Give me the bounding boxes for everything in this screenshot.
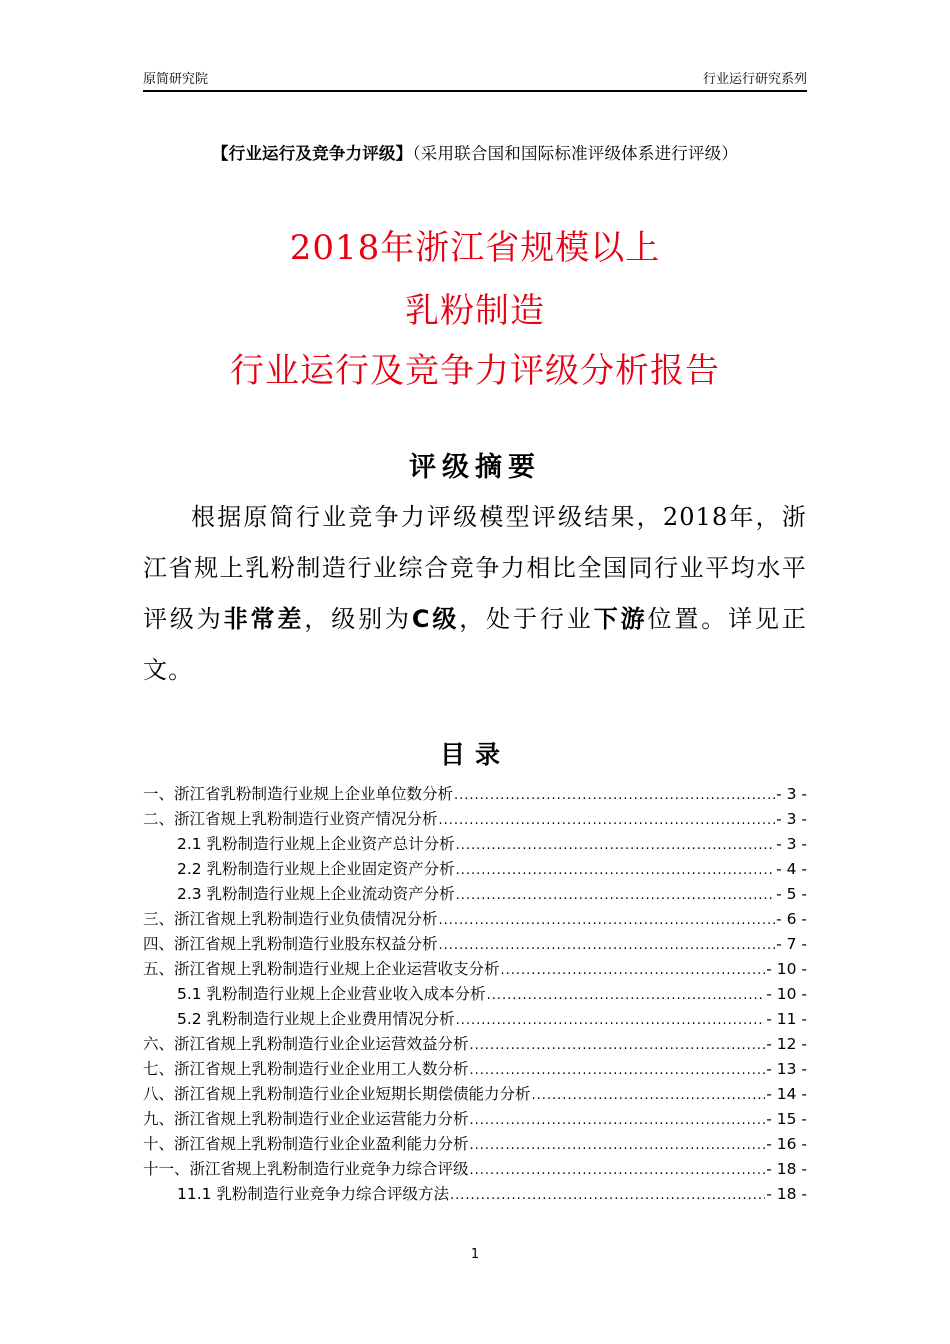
toc-leader-dots [454, 783, 775, 808]
toc-item-page: - 18 - [766, 1160, 807, 1178]
toc-item-label: 2.2 乳粉制造行业规上企业固定资产分析 [177, 860, 455, 878]
toc-subitem[interactable] [143, 1007, 807, 1032]
toc-item-label: 5.2 乳粉制造行业规上企业费用情况分析 [177, 1010, 455, 1028]
toc-item-label: 5.1 乳粉制造行业规上企业营业收入成本分析 [177, 985, 486, 1003]
toc-item-label: 三、浙江省规上乳粉制造行业负债情况分析 [143, 910, 438, 928]
rating-level: 非常差 [223, 605, 305, 633]
toc-item[interactable] [143, 807, 807, 832]
toc-leader-dots [456, 1008, 766, 1033]
toc-item-page: - 3 - [776, 785, 807, 803]
toc-leader-dots [439, 908, 776, 933]
page-number: 1 [470, 1247, 480, 1262]
abstract-text: 根据原简行业竞争力评级模型评级结果，2018年，浙江省规上乳粉制造行业综合竞争力相比全国同行业平均水平评级为 [143, 503, 807, 633]
header-organization: 原简研究院 [143, 72, 209, 87]
toc-heading: 目录 [439, 740, 510, 769]
toc-item-label: 四、浙江省规上乳粉制造行业股东权益分析 [143, 935, 438, 953]
toc-item-label: 一、浙江省乳粉制造行业规上企业单位数分析 [143, 785, 454, 803]
toc-item[interactable] [143, 1032, 807, 1057]
header-series: 行业运行研究系列 [702, 72, 807, 87]
toc-leader-dots [470, 1158, 766, 1183]
abstract-text: ，处于行业 [459, 605, 594, 633]
toc-leader-dots [470, 1058, 766, 1083]
toc-leader-dots [470, 1033, 766, 1058]
toc-item-page: - 3 - [776, 810, 807, 828]
toc-item[interactable] [143, 932, 807, 957]
toc-leader-dots [532, 1083, 766, 1108]
report-title-line-3: 行业运行及竞争力评级分析报告 [230, 351, 720, 391]
toc-item-label: 2.3 乳粉制造行业规上企业流动资产分析 [177, 885, 455, 903]
rating-grade: C级 [411, 605, 460, 633]
toc-leader-dots [470, 1133, 766, 1158]
toc-subitem[interactable] [143, 1182, 807, 1207]
toc-leader-dots [450, 1183, 765, 1208]
toc-item-page: - 4 - [776, 860, 807, 878]
abstract-paragraph [143, 492, 807, 696]
toc-item-page: - 6 - [776, 910, 807, 928]
toc-item[interactable] [143, 1132, 807, 1157]
toc-leader-dots [456, 833, 776, 858]
toc-item[interactable] [143, 1057, 807, 1082]
report-title-line-1: 2018年浙江省规模以上 [289, 228, 661, 268]
toc-item[interactable] [143, 1107, 807, 1132]
toc-leader-dots [456, 883, 776, 908]
toc-leader-dots [439, 933, 776, 958]
series-line [143, 140, 807, 164]
series-paren-note: （采用联合国和国际标准评级体系进行评级） [412, 144, 739, 163]
industry-position: 下游 [593, 605, 648, 633]
toc-leader-dots [456, 858, 776, 883]
toc-subitem[interactable] [143, 857, 807, 882]
report-title-line-2: 乳粉制造 [405, 291, 545, 331]
toc-subitem[interactable] [143, 982, 807, 1007]
toc-item-label: 六、浙江省规上乳粉制造行业企业运营效益分析 [143, 1035, 469, 1053]
toc-item-page: - 16 - [766, 1135, 807, 1153]
abstract-text: 位置。详见正文。 [143, 605, 807, 684]
toc-item-page: - 12 - [766, 1035, 807, 1053]
toc-subitem[interactable] [143, 882, 807, 907]
toc-subitem[interactable] [143, 832, 807, 857]
toc-item[interactable] [143, 782, 807, 807]
toc-leader-dots [487, 983, 766, 1008]
abstract-heading: 评级摘要 [409, 452, 541, 483]
toc-item[interactable] [143, 1082, 807, 1107]
toc-item-label: 八、浙江省规上乳粉制造行业企业短期长期偿债能力分析 [143, 1085, 531, 1103]
toc-leader-dots [470, 1108, 766, 1133]
toc-item[interactable] [143, 907, 807, 932]
toc-item-label: 2.1 乳粉制造行业规上企业资产总计分析 [177, 835, 455, 853]
toc-item-page: - 10 - [766, 985, 807, 1003]
toc-item-label: 七、浙江省规上乳粉制造行业企业用工人数分析 [143, 1060, 469, 1078]
toc-item-page: - 13 - [766, 1060, 807, 1078]
table-of-contents [143, 782, 807, 1207]
toc-item-page: - 7 - [776, 935, 807, 953]
page-header [143, 66, 807, 92]
toc-item-page: - 3 - [776, 835, 807, 853]
series-bracket-label: 【行业运行及竞争力评级】 [211, 144, 413, 163]
toc-item-page: - 14 - [766, 1085, 807, 1103]
toc-item-label: 11.1 乳粉制造行业竞争力综合评级方法 [177, 1185, 449, 1203]
toc-item-page: - 15 - [766, 1110, 807, 1128]
toc-item[interactable] [143, 957, 807, 982]
toc-item-label: 二、浙江省规上乳粉制造行业资产情况分析 [143, 810, 438, 828]
toc-leader-dots [501, 958, 766, 983]
toc-item-page: - 5 - [776, 885, 807, 903]
toc-item-label: 十一、浙江省规上乳粉制造行业竞争力综合评级 [143, 1160, 469, 1178]
toc-item-page: - 11 - [766, 1010, 807, 1028]
toc-item[interactable] [143, 1157, 807, 1182]
toc-item-label: 五、浙江省规上乳粉制造行业规上企业运营收支分析 [143, 960, 500, 978]
toc-item-page: - 18 - [766, 1185, 807, 1203]
toc-item-label: 九、浙江省规上乳粉制造行业企业运营能力分析 [143, 1110, 469, 1128]
toc-item-page: - 10 - [766, 960, 807, 978]
toc-item-label: 十、浙江省规上乳粉制造行业企业盈利能力分析 [143, 1135, 469, 1153]
toc-leader-dots [439, 808, 776, 833]
abstract-text: ，级别为 [304, 605, 412, 633]
